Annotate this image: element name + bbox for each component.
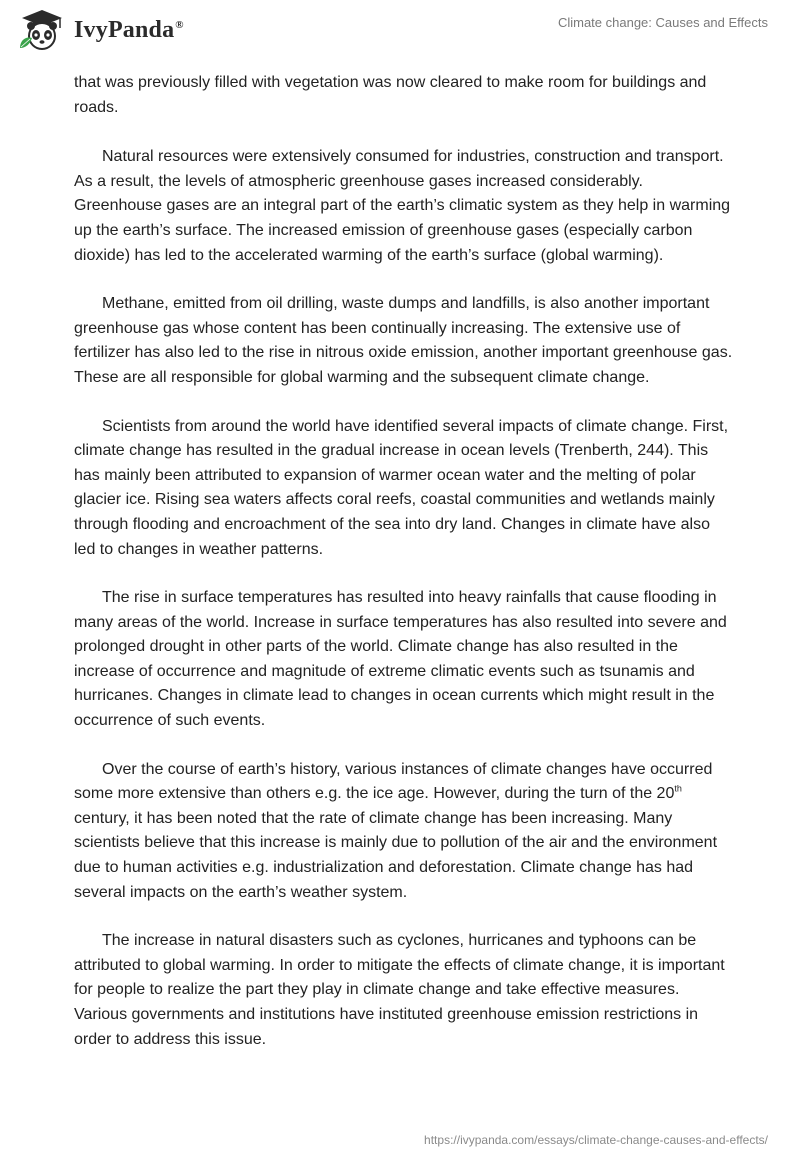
paragraph: Natural resources were extensively consumed for industries, construction and transport. As a result, the levels of atmospheric greenhouse gases increased considerably. Greenhouse gases are an integral part of the earth’s climatic system as they help in warming up the earth’s surface. The increased emission of greenhouse gases (especially carbon dioxide) has led to the accelerated warming of the earth’s surface (global warming). <box>74 148 731 264</box>
brand-logo[interactable] <box>16 8 184 52</box>
paragraph: The increase in natural disasters such as cyclones, hurricanes and typhoons can be attributed to global warming. In order to mitigate the effects of climate change, it is important for people to realize the part they play in climate change and take effective measures. Various governments and institutions have instituted greenhouse emission restrictions in order to address this issue. <box>74 932 725 1048</box>
panda-graduation-cap-icon <box>16 8 68 52</box>
paragraph-text: Over the course of earth’s history, various instances of climate changes have occurred some more extensive than others e.g. the ice age. However, during the turn of the 20 <box>74 760 713 803</box>
paragraph <box>74 758 734 906</box>
brand-registered-mark: ® <box>175 18 184 31</box>
source-url[interactable]: https://ivypanda.com/essays/climate-change-causes-and-effects/ <box>424 1133 768 1147</box>
superscript: th <box>674 783 682 794</box>
paragraph: that was previously filled with vegetation was now cleared to make room for buildings and roads. <box>74 74 707 116</box>
paragraph: Methane, emitted from oil drilling, waste dumps and landfills, is also another important greenhouse gas whose content has been continually increasing. The extensive use of fertilizer has also led to the rise in nitrous oxide emission, another important greenhouse gas. These are all responsible for global warming and the subsequent climate change. <box>74 295 733 386</box>
brand-name: IvyPanda® <box>74 16 184 43</box>
essay-body <box>74 71 734 1076</box>
page-header <box>0 0 800 60</box>
paragraph: The rise in surface temperatures has resulted into heavy rainfalls that cause flooding in many areas of the world. Increase in surface temperatures has also resulted into severe and prolonged drought in other parts of the world. Climate change has also resulted in the increase of occurrence and magnitude of extreme climatic events such as tsunamis and hurricanes. Changes in climate lead to changes in ocean currents which might result in the occurrence of such events. <box>74 589 727 730</box>
document-title: Climate change: Causes and Effects <box>557 15 768 30</box>
paragraph: Scientists from around the world have identified several impacts of climate change. First, climate change has resulted in the gradual increase in ocean levels (Trenberth, 244). This has mainly been attributed to expansion of warmer ocean water and the melting of polar glacier ice. Rising sea waters affects coral reefs, coastal communities and wetlands mainly through flooding and encroachment of the sea into dry land. Changes in climate have also led to changes in weather patterns. <box>74 417 729 558</box>
paragraph-text: century, it has been noted that the rate of climate change has been increasing. Many scientists believe that this increase is mainly due to pollution of the air and the environment due to human activities e.g. industrialization and deforestation. Climate change has had several impacts on the earth’s weather system. <box>74 809 718 901</box>
